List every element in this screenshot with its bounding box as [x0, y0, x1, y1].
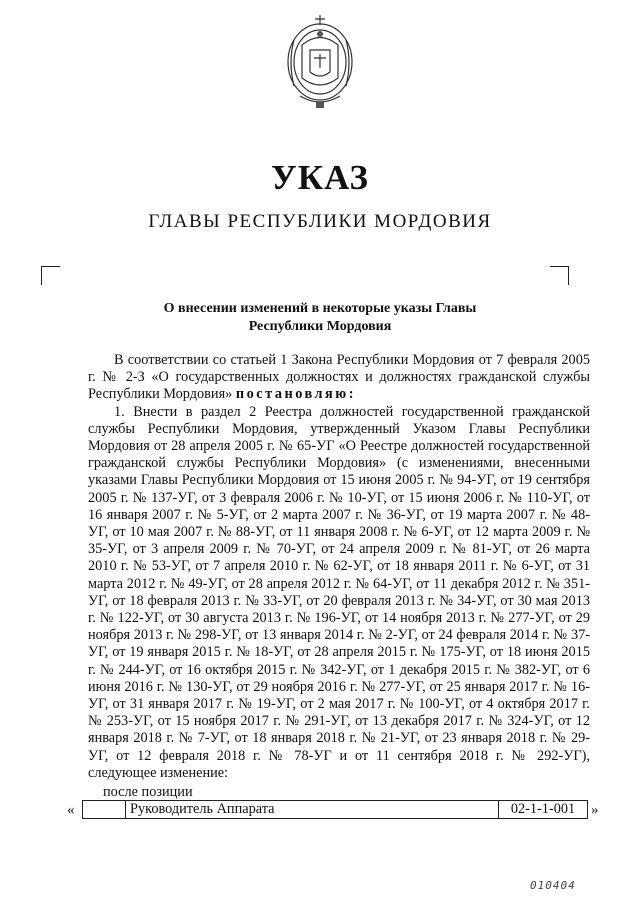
- position-number-cell: [83, 801, 126, 819]
- quote-close: »: [591, 802, 599, 818]
- coat-of-arms-emblem: [280, 10, 360, 130]
- right-corner-mark: [550, 266, 569, 285]
- left-corner-mark: [41, 266, 60, 285]
- preamble-paragraph: [88, 352, 590, 404]
- document-title: УКАЗ: [271, 158, 369, 197]
- preamble-text: В соответствии со статьей 1 Закона Республики Мордовия от 7 февраля 2005 г. № 2-З «О государственных должностях и должностях гражданской службы Республики Мордовия»: [88, 352, 590, 403]
- decree-heading: [100, 300, 540, 336]
- table-row: [83, 801, 588, 819]
- quote-open: «: [67, 802, 75, 818]
- after-position-label: после позиции: [103, 784, 193, 800]
- decree-keyword: постановляю:: [235, 386, 356, 403]
- position-table: [82, 800, 588, 819]
- position-code-cell: 02-1-1-001: [499, 801, 588, 819]
- decree-body: [88, 352, 590, 782]
- heading-line-1: О внесении изменений в некоторые указы Главы: [163, 301, 477, 316]
- heading-line-2: Республики Мордовия: [248, 319, 392, 334]
- document-subtitle: ГЛАВЫ РЕСПУБЛИКИ МОРДОВИЯ: [148, 211, 492, 232]
- item-1-paragraph: 1. Внести в раздел 2 Реестра должностей государственной гражданской службы Республики Мордовия, утвержденный Указом Главы Республики Мордовия от 28 апреля 2005 г. № 65-УГ «О Реестре должностей государственной гражданской службы Республики Мордовия» (с изменениями, внесенными указами Главы Республики Мордовия от 15 июня 2005 г. № 94-УГ, от 19 сентября 2005 г. № 137-УГ, от 3 февраля 2006 г. № 10-УГ, от 15 июня 2006 г. № 110-УГ, от 16 января 2007 г. № 5-УГ, от 2 марта 2007 г. № 36-УГ, от 19 марта 2007 г. № 48-УГ, от 10 мая 2007 г. № 88-УГ, от 11 января 2008 г. № 6-УГ, от 12 марта 2009 г. № 35-УГ, от 3 апреля 2009 г. № 70-УГ, от 24 апреля 2009 г. № 81-УГ, от 26 марта 2010 г. № 53-УГ, от 7 апреля 2010 г. № 62-УГ, от 18 января 2011 г. № 6-УГ, от 31 марта 2012 г. № 49-УГ, от 28 апреля 2012 г. № 64-УГ, от 11 декабря 2012 г. № 351-УГ, от 18 февраля 2013 г. № 33-УГ, от 20 февраля 2013 г. № 34-УГ, от 30 мая 2013 г. № 122-УГ, от 30 августа 2013 г. № 196-УГ, от 14 ноября 2013 г. № 277-УГ, от 29 ноября 2013 г. № 298-УГ, от 13 января 2014 г. № 2-УГ, от 24 февраля 2014 г. № 37-УГ, от 19 января 2015 г. № 18-УГ, от 28 апреля 2015 г. № 175-УГ, от 18 июня 2015 г. № 244-УГ, от 16 октября 2015 г. № 342-УГ, от 1 декабря 2015 г. № 382-УГ, от 6 июня 2016 г. № 130-УГ, от 29 ноября 2016 г. № 277-УГ, от 25 января 2017 г. № 16-УГ, от 31 января 2017 г. № 19-УГ, от 2 мая 2017 г. № 100-УГ, от 4 октября 2017 г. № 253-УГ, от 15 ноября 2017 г. № 291-УГ, от 13 декабря 2017 г. № 324-УГ, от 12 января 2018 г. № 7-УГ, от 18 января 2018 г. № 21-УГ, от 23 января 2018 г. № 29-УГ, от 12 февраля 2018 г. № 78-УГ и от 11 сентября 2018 г. № 292-УГ), следующее изменение:: [88, 403, 590, 781]
- position-name-cell: Руководитель Аппарата: [126, 801, 499, 819]
- page-stamp: 010404: [530, 879, 576, 892]
